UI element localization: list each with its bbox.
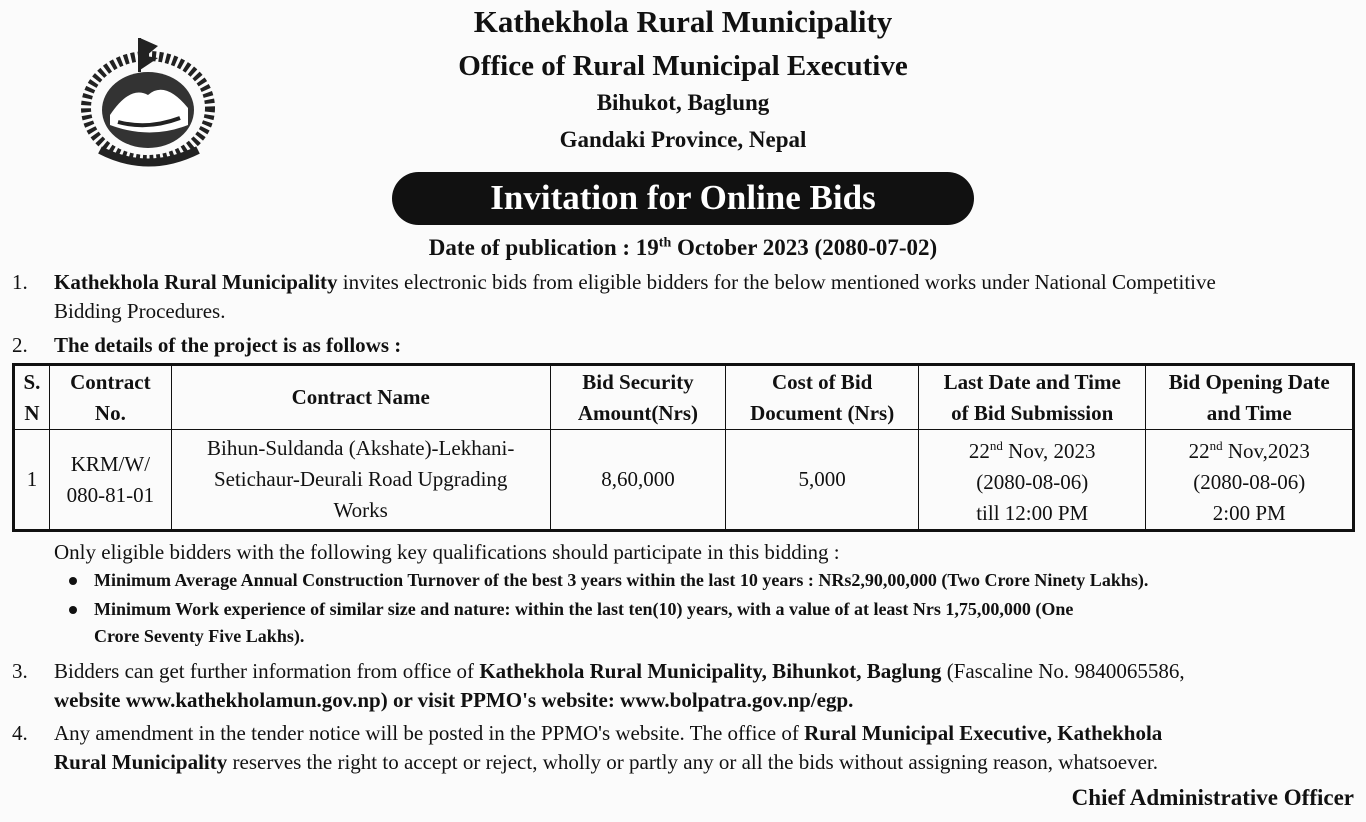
header-bid-security: Bid Security Amount(Nrs) — [550, 365, 726, 430]
header-contract-name: Contract Name — [171, 365, 550, 430]
cell-contract-no: KRM/W/ 080-81-01 — [49, 430, 171, 531]
address-line: Bihukot, Baglung — [596, 90, 770, 115]
qualification-turnover: Minimum Average Annual Construction Turnover of the best 3 years within the last 10 years : NRs2,90,00,000 (Two Crore Ninety Lakhs). — [94, 570, 1149, 590]
item-4-text: Any amendment in the tender notice will be posted in the PPMO's website. The office of Rural Municipal Executive, Kathekhola Rural Municipality reserves the right to accept or reject, wholly or partly any or all the bids without assigning reason, whatsoever. — [54, 721, 1163, 774]
signoff-title: Chief Administrative Officer — [1071, 785, 1354, 810]
item-1-number: 1. — [12, 270, 28, 294]
item-4-number: 4. — [12, 721, 28, 745]
cell-cost: 5,000 — [726, 430, 919, 531]
cell-sn: 1 — [14, 430, 50, 531]
bullet-dot — [69, 606, 77, 614]
item-2-text: The details of the project is as follows : — [54, 333, 402, 357]
table-header-row — [14, 365, 1354, 430]
header-contract-no: Contract No. — [49, 365, 171, 430]
notice-banner: Invitation for Online Bids — [392, 172, 974, 225]
item-2-number: 2. — [12, 333, 28, 357]
bullet-dot — [69, 577, 77, 585]
municipality-title: Kathekhola Rural Municipality — [473, 4, 893, 39]
header-cost-of-document: Cost of Bid Document (Nrs) — [726, 365, 919, 430]
item-1-text: Kathekhola Rural Municipality invites electronic bids from eligible bidders for the below mentioned works under National Competitive Bidding Procedures. — [54, 270, 1216, 323]
header-opening-date: Bid Opening Date and Time — [1146, 365, 1354, 430]
bid-table — [12, 363, 1355, 532]
qualification-experience: Minimum Work experience of similar size and nature: within the last ten(10) years, with a value of at least Nrs 1,75,00,000 (One Crore Seventy Five Lakhs). — [94, 599, 1074, 646]
item-3-text: Bidders can get further information from office of Kathekhola Rural Municipality, Bihunkot, Baglung (Fascaline No. 9840065586, website www.kathekholamun.gov.np) or visit PPMO's website: www.bolpatra.gov.np/egp. — [54, 659, 1185, 712]
office-title: Office of Rural Municipal Executive — [458, 50, 908, 82]
cell-contract-name: Bihun-Suldanda (Akshate)-Lekhani- Setichaur-Deurali Road Upgrading Works — [171, 430, 550, 531]
qualifications-intro: Only eligible bidders with the following key qualifications should participate in this bidding : — [54, 540, 840, 564]
cell-last-date: 22nd Nov, 2023 (2080-08-06) till 12:00 PM — [918, 430, 1145, 531]
cell-opening-date: 22nd Nov,2023 (2080-08-06) 2:00 PM — [1146, 430, 1354, 531]
province-line: Gandaki Province, Nepal — [559, 127, 807, 152]
cell-bid-security: 8,60,000 — [550, 430, 726, 531]
table-row — [14, 430, 1354, 531]
item-3-number: 3. — [12, 659, 28, 683]
publication-date: Date of publication : 19th October 2023 (2080-07-02) — [428, 235, 938, 260]
header-last-date: Last Date and Time of Bid Submission — [918, 365, 1145, 430]
header-sn: S. N — [14, 365, 50, 430]
